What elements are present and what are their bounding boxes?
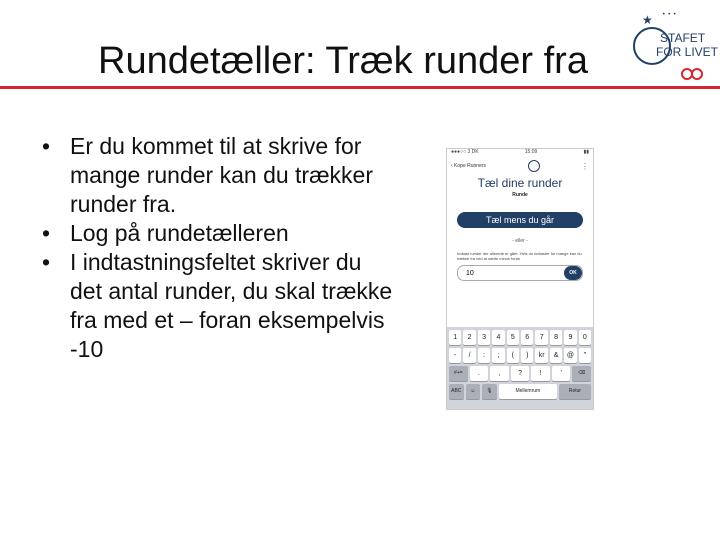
key[interactable]: ; bbox=[492, 348, 504, 363]
key[interactable]: " bbox=[579, 348, 591, 363]
keyboard-row bbox=[447, 381, 593, 399]
status-bar bbox=[447, 149, 593, 158]
space-key[interactable]: Mellemrum bbox=[499, 384, 557, 399]
laps-input-row bbox=[457, 265, 583, 281]
keyboard-row bbox=[447, 327, 593, 345]
bullet-item: • Log på rundetælleren bbox=[34, 219, 394, 248]
key[interactable]: kr bbox=[535, 348, 547, 363]
return-key[interactable]: Retur bbox=[559, 384, 591, 399]
key[interactable]: 8 bbox=[550, 330, 562, 345]
key[interactable]: 2 bbox=[463, 330, 475, 345]
keyboard-row bbox=[447, 363, 593, 381]
bullet-item: • I indtastningsfeltet skriver du det antal runder, du skal trække fra med et – foran eksempelvis -10 bbox=[34, 248, 394, 364]
stafet-for-livet-logo bbox=[632, 6, 718, 86]
ok-button[interactable]: OK bbox=[564, 266, 582, 280]
nav-bar bbox=[447, 158, 593, 174]
logo-graphic bbox=[632, 6, 718, 86]
back-link[interactable]: ‹ Kope Runners bbox=[451, 163, 487, 169]
key[interactable]: 5 bbox=[507, 330, 519, 345]
symbols-key[interactable]: #+= bbox=[449, 366, 468, 381]
phone-screenshot bbox=[446, 148, 594, 410]
microphone-icon[interactable]: 🎙 bbox=[482, 384, 497, 399]
key[interactable]: 4 bbox=[492, 330, 504, 345]
bullet-list bbox=[34, 132, 394, 364]
key[interactable]: ( bbox=[507, 348, 519, 363]
backspace-icon[interactable]: ⌫ bbox=[572, 366, 591, 381]
infinity-icon bbox=[682, 69, 692, 79]
key[interactable]: , bbox=[490, 366, 509, 381]
key[interactable]: / bbox=[463, 348, 475, 363]
page-title: Rundetæller: Træk runder fra bbox=[98, 40, 588, 82]
key[interactable]: 1 bbox=[449, 330, 461, 345]
svg-text:• • •: • • • bbox=[662, 11, 677, 18]
or-separator: - eller - bbox=[512, 238, 528, 244]
app-logo-icon bbox=[528, 160, 540, 172]
key[interactable]: . bbox=[470, 366, 489, 381]
hint-text: Indtast runder der allerede er gået. Hvis du indtaster for mange kan du trække fra ved at sætte minus foran bbox=[457, 251, 582, 261]
more-menu-icon[interactable]: ⋮ bbox=[581, 161, 589, 171]
key[interactable]: - bbox=[449, 348, 461, 363]
emoji-icon[interactable]: ☺ bbox=[466, 384, 481, 399]
title-rule bbox=[0, 86, 720, 89]
key[interactable]: ) bbox=[521, 348, 533, 363]
key[interactable]: ' bbox=[552, 366, 571, 381]
logo-line1: STAFET bbox=[660, 31, 706, 45]
key[interactable]: 9 bbox=[564, 330, 576, 345]
clock: 15:09 bbox=[524, 149, 538, 155]
bullet-item: • Er du kommet til at skrive for mange runder kan du trækker runder fra. bbox=[34, 132, 394, 219]
key[interactable]: & bbox=[550, 348, 562, 363]
key[interactable]: : bbox=[478, 348, 490, 363]
count-while-walking-button[interactable]: Tæl mens du går bbox=[457, 212, 583, 228]
key[interactable]: 6 bbox=[521, 330, 533, 345]
key[interactable]: 3 bbox=[478, 330, 490, 345]
key[interactable]: @ bbox=[564, 348, 576, 363]
battery-icon: ▮▮ bbox=[583, 149, 589, 155]
signal-indicator: ●●●○○ 3 DK bbox=[451, 149, 479, 155]
numeric-keyboard bbox=[447, 327, 593, 409]
key[interactable]: ! bbox=[531, 366, 550, 381]
keyboard-row bbox=[447, 345, 593, 363]
key[interactable]: ? bbox=[511, 366, 530, 381]
key[interactable]: 0 bbox=[579, 330, 591, 345]
abc-key[interactable]: ABC bbox=[449, 384, 464, 399]
screen-subheading: Runde bbox=[512, 192, 528, 198]
key[interactable]: 7 bbox=[535, 330, 547, 345]
laps-input[interactable] bbox=[466, 270, 564, 277]
star-icon: ★ bbox=[642, 13, 653, 27]
screen-heading: Tæl dine runder bbox=[477, 176, 563, 190]
logo-line2: FOR LIVET bbox=[656, 45, 718, 59]
